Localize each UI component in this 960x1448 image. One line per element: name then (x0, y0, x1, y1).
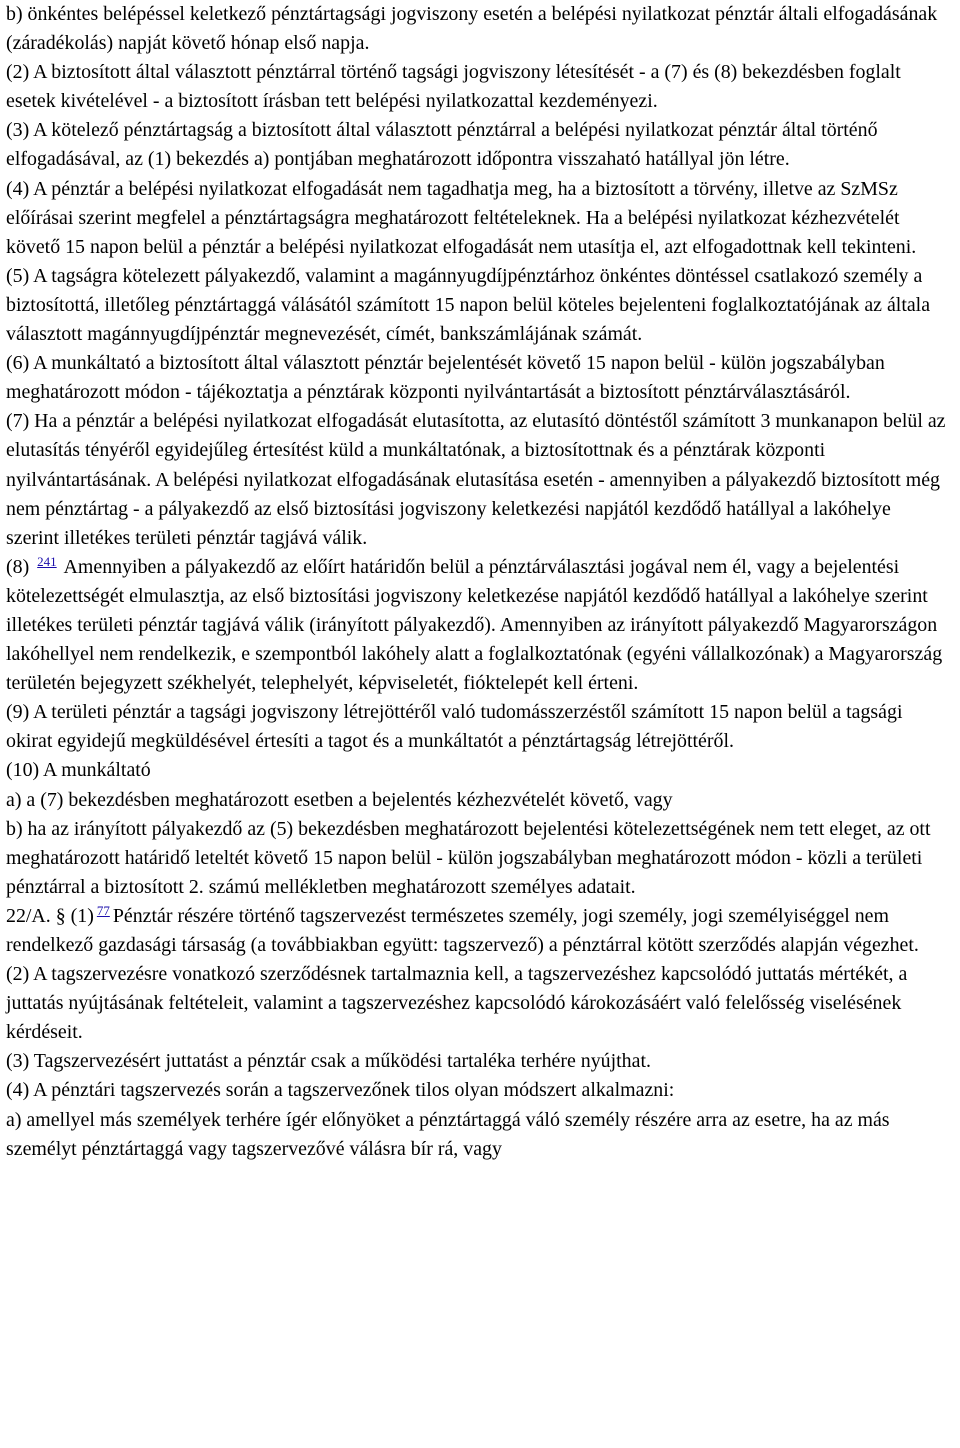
document-body (6, 0, 948, 1164)
paragraph (6, 786, 948, 815)
paragraph (6, 116, 948, 174)
paragraph-text: Pénztár részére történő tagszervezést természetes személy, jogi személy, jogi személyiséggel nem rendelkező gazdasági társaság (a továbbiakban együtt: tagszervező) a pénztárral kötött szerződés alapján végezhet. (6, 904, 919, 956)
paragraph-text: Amennyiben a pályakezdő az előírt határidőn belül a pénztárválasztási jogával nem él, vagy a bejelentési kötelezettségét elmulasztja, az első biztosítási jogviszony keletkezése napjától kezdődő hatállyal a lakóhelye szerint illetékes területi pénztár tagjává válik (irányított pályakezdő). Amennyiben az irányított pályakezdő Magyarországon lakóhellyel nem rendelkezik, e szempontból lakóhely alatt a foglalkoztatónak (egyéni vállalkozónak) a Magyarország területén bejegyzett székhelyét, telephelyét, képviseletét, fióktelepét kell érteni. (6, 555, 943, 695)
paragraph (6, 902, 948, 960)
footnote-link[interactable]: 241 (37, 553, 57, 569)
paragraph (6, 1047, 948, 1076)
paragraph (6, 175, 948, 262)
paragraph (6, 756, 948, 785)
paragraph-text: (4) A pénztári tagszervezés során a tagszervezőnek tilos olyan módszert alkalmazni: (6, 1079, 675, 1102)
paragraph-text: (10) A munkáltató (6, 759, 151, 782)
paragraph-text: (4) A pénztár a belépési nyilatkozat elfogadását nem tagadhatja meg, ha a biztosított a törvény, illetve az SzMSz előírásai szerint megfelel a pénztártagságra meghatározott feltételeknek. Ha a belépési nyilatkozat kézhezvételét követő 15 napon belül a pénztár a belépési nyilatkozat elfogadását nem utasítja el, azt elfogadottnak kell tekinteni. (6, 177, 917, 258)
paragraph (6, 698, 948, 756)
paragraph (6, 1106, 948, 1164)
paragraph-text: (3) Tagszervezésért juttatást a pénztár csak a működési tartaléka terhére nyújthat. (6, 1050, 651, 1073)
paragraph (6, 262, 948, 349)
paragraph-text: (8) (6, 555, 35, 578)
paragraph (6, 349, 948, 407)
paragraph-text: (3) A kötelező pénztártagság a biztosított által választott pénztárral a belépési nyilatkozat pénztár által történő elfogadásával, az (1) bekezdés a) pontjában meghatározott időpontra visszaható hatállyal jön létre. (6, 119, 878, 171)
paragraph-text: b) ha az irányított pályakezdő az (5) bekezdésben meghatározott bejelentési kötelezettségének nem tett eleget, az ott meghatározott határidő leteltét követő 15 napon belül - külön jogszabályban meghatározott módon - közli a területi pénztárral a biztosított 2. számú mellékletben meghatározott személyes adatait. (6, 817, 931, 898)
paragraph-text: 22/A. § (1) (6, 904, 94, 927)
paragraph (6, 407, 948, 552)
paragraph (6, 553, 948, 698)
paragraph-text: a) a (7) bekezdésben meghatározott esetben a bejelentés kézhezvételét követő, vagy (6, 788, 673, 811)
paragraph-text: (9) A területi pénztár a tagsági jogviszony létrejöttéről való tudomásszerzéstől számított 15 napon belül a tagsági okirat egyidejű megküldésével értesíti a tagot és a munkáltatót a pénztártagság létrejöttéről. (6, 701, 903, 753)
paragraph (6, 815, 948, 902)
paragraph-text: (5) A tagságra kötelezett pályakezdő, valamint a magánnyugdíjpénztárhoz önkéntes döntéssel csatlakozó személy a biztosítottá, illetőleg pénztártaggá válásától számított 15 napon belül köteles bejelenteni foglalkoztatójának az általa választott magánnyugdíjpénztár megnevezését, címét, bankszámlájának számát. (6, 264, 931, 346)
paragraph (6, 0, 948, 58)
paragraph (6, 58, 948, 116)
paragraph (6, 1076, 948, 1105)
paragraph (6, 960, 948, 1047)
paragraph-text: (2) A biztosított által választott pénztárral történő tagsági jogviszony létesítését - a (7) és (8) bekezdésben foglalt esetek kivételével - a biztosított írásban tett belépési nyilatkozattal kezdeményezi. (6, 61, 901, 113)
footnote-link[interactable]: 77 (96, 902, 110, 918)
paragraph-text: b) önkéntes belépéssel keletkező pénztártagsági jogviszony esetén a belépési nyilatkozat pénztár általi elfogadásának (záradékolás) napját követő hónap első napja. (6, 3, 938, 55)
paragraph-text: (2) A tagszervezésre vonatkozó szerződésnek tartalmaznia kell, a tagszervezéshez kapcsolódó juttatás mértékét, a juttatás nyújtásának feltételeit, valamint a tagszervezéshez kapcsolódó károkozásáért való felelősség viselésének kérdéseit. (6, 963, 908, 1044)
paragraph-text: a) amellyel más személyek terhére ígér előnyöket a pénztártaggá váló személy részére arra az esetre, ha az más személyt pénztártaggá vagy tagszervezővé válásra bír rá, vagy (6, 1108, 890, 1160)
paragraph-text: (7) Ha a pénztár a belépési nyilatkozat elfogadását elutasította, az elutasító döntéstől számított 3 munkanapon belül az elutasítás tényéről egyidejűleg értesítést küld a munkáltatónak, a biztosítottnak és a pénztárak központi nyilvántartásának. A belépési nyilatkozat elfogadásának elutasítása esetén - amennyiben a pályakezdő biztosított még nem pénztártag - a pályakezdő az első biztosítási jogviszony keletkezési napjától kezdődő hatállyal a lakóhelye szerint illetékes területi pénztár tagjává válik. (6, 410, 946, 549)
paragraph-text: (6) A munkáltató a biztosított által választott pénztár bejelentését követő 15 napon belül - külön jogszabályban meghatározott módon - tájékoztatja a pénztárak központi nyilvántartását a biztosított pénztárválasztásáról. (6, 352, 885, 404)
